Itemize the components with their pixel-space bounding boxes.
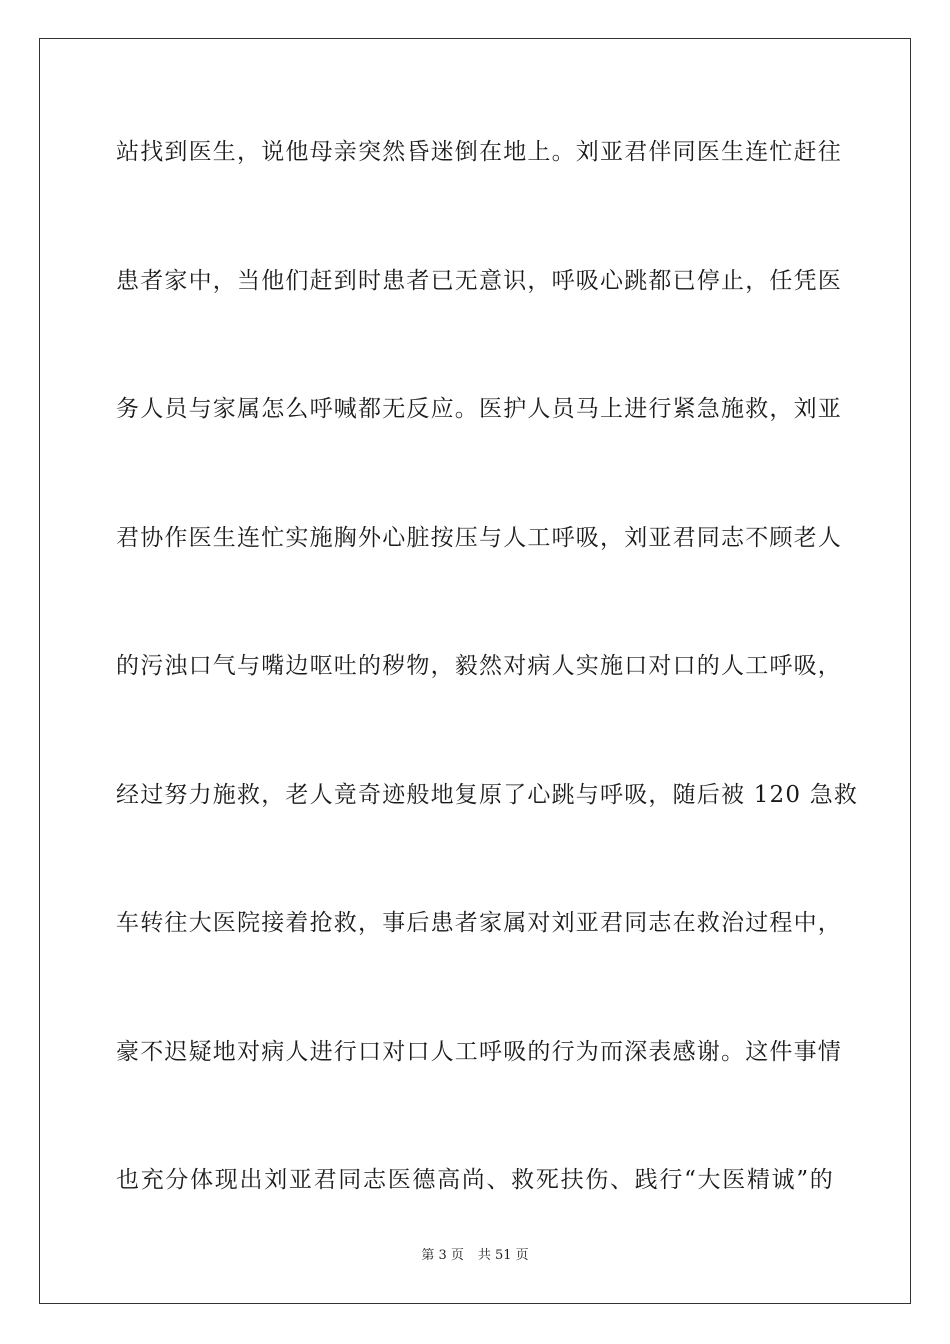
text-line: 豪不迟疑地对病人进行口对口人工呼吸的行为而深表感谢。这件事情: [116, 1038, 842, 1065]
page-number: 第 3 页: [421, 1248, 464, 1263]
text-line: 务人员与家属怎么呼喊都无反应。医护人员马上进行紧急施救，刘亚: [116, 396, 842, 422]
text-line: 车转往大医院接着抢救，事后患者家属对刘亚君同志在救治过程中，: [116, 910, 842, 936]
total-pages: 共 51 页: [477, 1248, 529, 1263]
text-line: 君协作医生连忙实施胸外心脏按压与人工呼吸，刘亚君同志不顾老人: [116, 524, 842, 551]
text-line: 患者家中，当他们赶到时患者已无意识，呼吸心跳都已停止，任凭医: [116, 267, 842, 294]
text-line: 站找到医生，说他母亲突然昏迷倒在地上。刘亚君伴同医生连忙赶往: [116, 139, 842, 165]
text-line: 经过努力施救，老人竟奇迹般地复原了心跳与呼吸，随后被 120 急救: [116, 781, 859, 808]
text-line: 也充分体现出刘亚君同志医德高尚、救死扶伤、践行“大医精诚”的: [116, 1167, 834, 1193]
body-text: [116, 130, 859, 1287]
text-line: 的污浊口气与嘴边呕吐的秽物，毅然对病人实施口对口的人工呼吸，: [116, 653, 842, 679]
page-footer: [0, 1247, 950, 1265]
